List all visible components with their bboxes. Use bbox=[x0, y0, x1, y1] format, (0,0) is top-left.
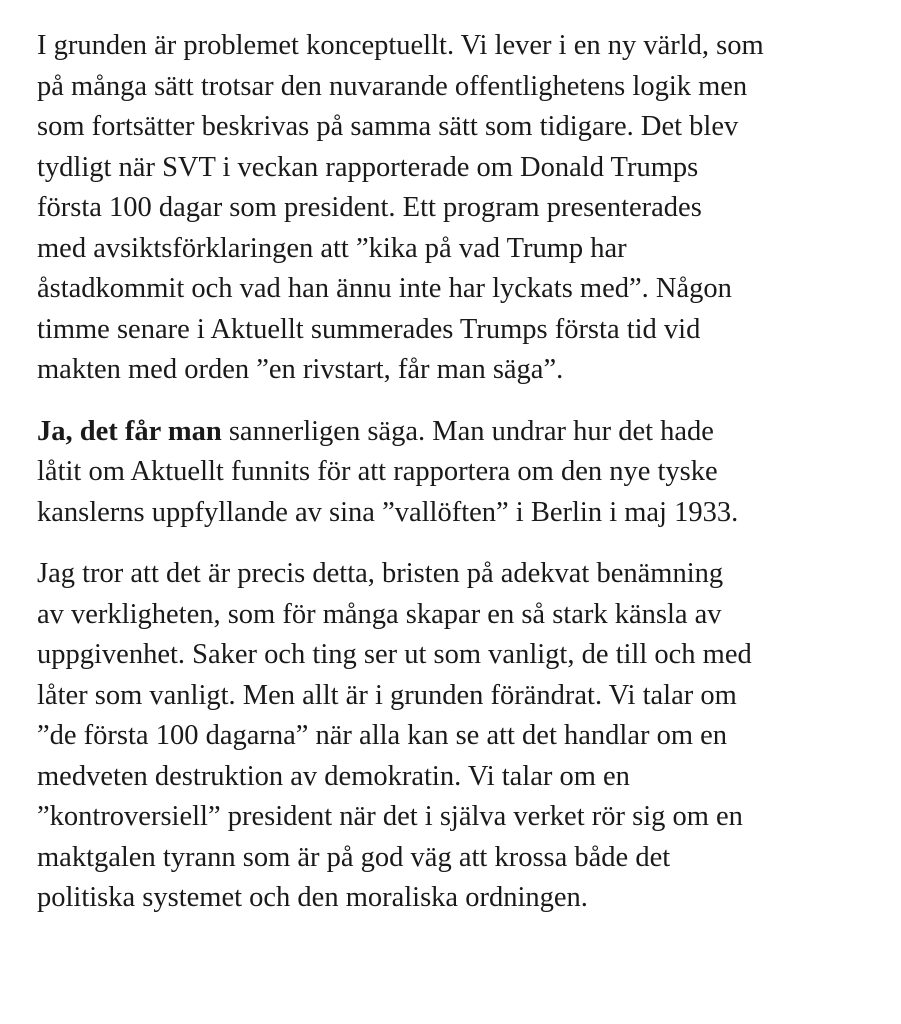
text-line: politiska systemet och den moraliska ordningen. bbox=[37, 882, 588, 913]
text-line: med avsiktsförklaringen att ”kika på vad Trump har bbox=[37, 232, 627, 264]
text-line: av verkligheten, som för många skapar en så stark känsla av bbox=[37, 598, 722, 630]
article-body bbox=[37, 26, 887, 919]
text-line: på många sätt trotsar den nuvarande offentlighetens logik men bbox=[37, 70, 748, 102]
text-line: I grunden är problemet konceptuellt. Vi lever i en ny värld, som bbox=[37, 30, 764, 61]
paragraph-3 bbox=[37, 554, 887, 919]
text-line: timme senare i Aktuellt summerades Trumps första tid vid bbox=[37, 313, 701, 345]
text-line: låtit om Aktuellt funnits för att rapportera om den nye tyske bbox=[37, 456, 718, 487]
text-line: uppgivenhet. Saker och ting ser ut som vanligt, de till och med bbox=[37, 639, 752, 670]
paragraph-1 bbox=[37, 26, 887, 391]
paragraph-2 bbox=[37, 412, 887, 534]
text-line: kanslerns uppfyllande av sina ”vallöften” i Berlin i maj 1933. bbox=[37, 496, 739, 528]
text-line: ”de första 100 dagarna” när alla kan se att det handlar om en bbox=[37, 720, 728, 751]
text-line: makten med orden ”en rivstart, får man säga”. bbox=[37, 354, 564, 385]
text-line: ”kontroversiell” president när det i själva verket rör sig om en bbox=[37, 801, 743, 832]
text-line: medveten destruktion av demokratin. Vi talar om en bbox=[37, 760, 630, 792]
text-line bbox=[37, 412, 887, 453]
text-line: första 100 dagar som president. Ett program presenterades bbox=[37, 192, 702, 223]
text-line: åstadkommit och vad han ännu inte har lyckats med”. Någon bbox=[37, 273, 732, 304]
text-line: maktgalen tyrann som är på god väg att krossa både det bbox=[37, 841, 671, 873]
text-line: Jag tror att det är precis detta, bristen på adekvat benämning bbox=[37, 558, 724, 589]
text-line: tydligt när SVT i veckan rapporterade om Donald Trumps bbox=[37, 151, 699, 183]
text-line: låter som vanligt. Men allt är i grunden förändrat. Vi talar om bbox=[37, 679, 737, 711]
text-line: som fortsätter beskrivas på samma sätt som tidigare. Det blev bbox=[37, 111, 739, 142]
lead-in-bold: Ja, det får man bbox=[37, 415, 222, 447]
text-line-rest: sannerligen säga. Man undrar hur det hade bbox=[221, 415, 714, 447]
